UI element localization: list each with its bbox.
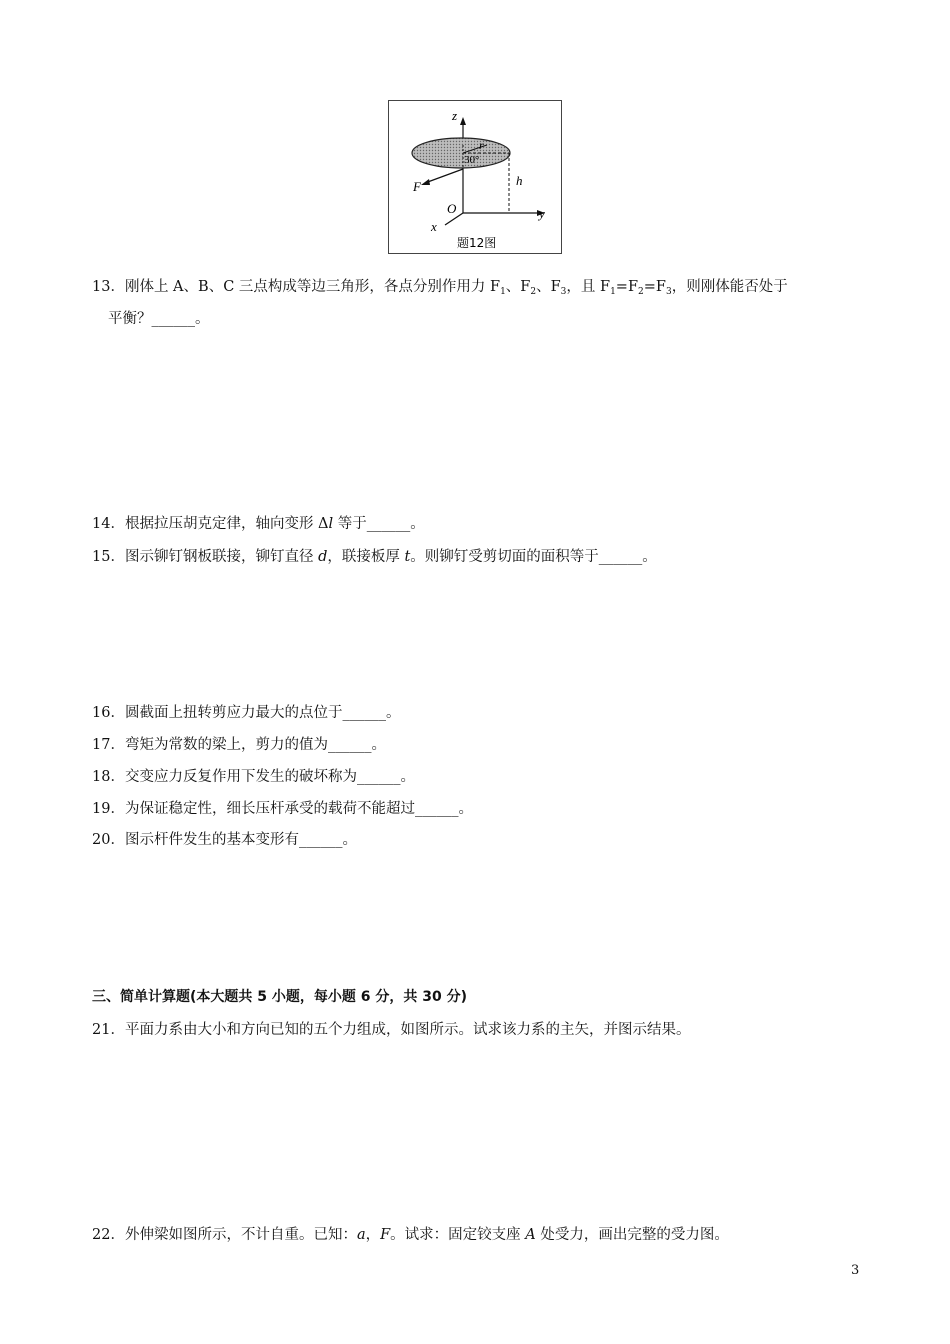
question-text: 平面力系由大小和方向已知的五个力组成，如图所示。试求该力系的主矢，并图示结果。 xyxy=(124,1022,691,1038)
force-arrow xyxy=(425,169,463,183)
question-number: 14． xyxy=(92,516,125,532)
question-text: 为保证稳定性，细长压杆承受的载荷不能超过______。 xyxy=(124,801,473,817)
variable: d xyxy=(318,549,328,565)
question-text: ，则刚体能否处于 xyxy=(671,279,788,295)
question-18 xyxy=(92,767,415,787)
question-number: 21． xyxy=(92,1022,125,1038)
question-text: 刚体上 A、B、C 三点构成等边三角形，各点分别作用力 F xyxy=(124,279,501,295)
question-number: 15． xyxy=(92,549,125,565)
label-y: y xyxy=(539,206,545,221)
variable: l xyxy=(328,516,334,532)
label-origin: O xyxy=(447,201,457,216)
subscript: 1 xyxy=(610,287,616,297)
question-number: 20． xyxy=(92,832,125,848)
variable: a xyxy=(356,1227,366,1243)
subscript: 2 xyxy=(530,287,537,297)
label-angle: 30° xyxy=(464,154,480,166)
question-22 xyxy=(92,1225,729,1245)
question-13 xyxy=(92,277,788,297)
question-17 xyxy=(92,735,386,755)
question-15 xyxy=(92,547,657,567)
question-16 xyxy=(92,703,400,723)
question-text: 图示铆钉钢板联接，铆钉直径 xyxy=(124,549,319,565)
figure-12 xyxy=(388,100,562,254)
question-text: 、F xyxy=(536,279,561,295)
question-text: 弯矩为常数的梁上，剪力的值为______。 xyxy=(124,737,386,753)
question-text: 处受力，画出完整的受力图。 xyxy=(535,1227,729,1243)
variable: F xyxy=(380,1227,391,1243)
question-text: =F xyxy=(643,279,666,295)
section-heading: 三、简单计算题(本大题共 5 小题，每小题 6 分，共 30 分) xyxy=(92,989,468,1005)
subscript: 1 xyxy=(500,287,506,297)
label-x: x xyxy=(431,219,437,234)
question-text: ， xyxy=(365,1227,381,1243)
label-height: h xyxy=(516,173,523,188)
question-text: 、F xyxy=(505,279,531,295)
question-19 xyxy=(92,799,473,819)
question-text: ，联接板厚 xyxy=(327,549,405,565)
variable: t xyxy=(404,549,411,565)
variable: A xyxy=(525,1227,536,1243)
question-20 xyxy=(92,830,357,850)
question-text: 图示杆件发生的基本变形有______。 xyxy=(124,832,357,848)
figure-12-drawing xyxy=(389,101,563,255)
label-radius: r xyxy=(479,138,484,152)
question-text: 等于______。 xyxy=(333,516,425,532)
question-number: 16． xyxy=(92,705,125,721)
question-text: 根据拉压胡克定律，轴向变形 Δ xyxy=(124,516,329,532)
label-z: z xyxy=(452,108,458,123)
question-text: ，且 F xyxy=(566,279,611,295)
question-text: 外伸梁如图所示，不计自重。已知： xyxy=(124,1227,357,1243)
question-14 xyxy=(92,514,425,534)
question-13-continued: 平衡？______。 xyxy=(108,311,210,327)
question-number: 13． xyxy=(92,279,125,295)
figure-12-caption: 题12图 xyxy=(457,236,497,250)
question-number: 18． xyxy=(92,769,125,785)
question-text: =F xyxy=(615,279,639,295)
question-text: 。则铆钉受剪切面的面积等于______。 xyxy=(410,549,657,565)
subscript: 3 xyxy=(560,287,567,297)
question-21 xyxy=(92,1020,690,1040)
question-number: 19． xyxy=(92,801,125,817)
subscript: 2 xyxy=(638,287,644,297)
page-number: 3 xyxy=(851,1263,860,1278)
question-text: 圆截面上扭转剪应力最大的点位于______。 xyxy=(124,705,401,721)
question-text: 交变应力反复作用下发生的破坏称为______。 xyxy=(124,769,415,785)
question-number: 17． xyxy=(92,737,125,753)
label-force: F xyxy=(413,179,421,194)
question-number: 22． xyxy=(92,1227,125,1243)
question-text: 。试求：固定铰支座 xyxy=(390,1227,526,1243)
subscript: 3 xyxy=(665,287,672,297)
